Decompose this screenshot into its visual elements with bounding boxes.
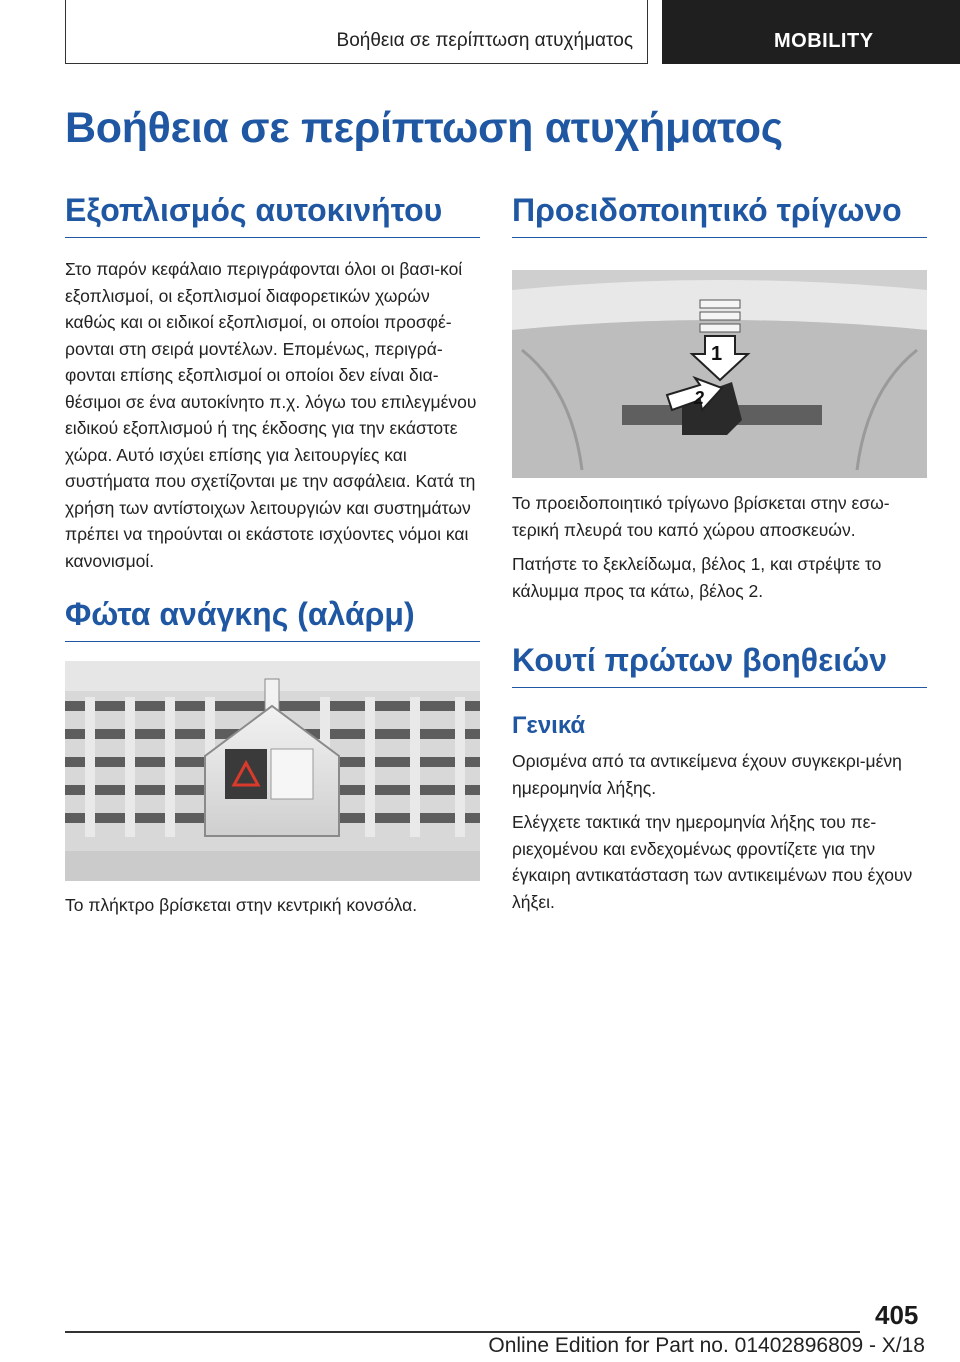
section-title: Κουτί πρώτων βοηθειών [512, 642, 927, 688]
chapter-label: Βοήθεια σε περίπτωση ατυχήματος [336, 30, 633, 51]
section-first-aid-kit [512, 642, 927, 915]
warning-triangle-photo [512, 270, 927, 478]
subsection-title: Γενικά [512, 712, 586, 739]
section-tab [662, 0, 960, 64]
callout-2: 2 [694, 388, 705, 408]
section-hazard-lights [65, 596, 480, 642]
section-vehicle-equipment [65, 192, 480, 574]
page-number: 405 [875, 1300, 919, 1330]
body-text: Το προειδοποιητικό τρίγωνο βρίσκεται στην εσω-τερική πλευρά του καπό χώρου αποσκευών. [512, 493, 890, 540]
section-title: Προειδοποιητικό τρίγωνο [512, 192, 927, 238]
section-warning-triangle [512, 192, 927, 238]
body-text: Στο παρόν κεφάλαιο περιγράφονται όλοι οι βασι-κοί εξοπλισμοί, οι εξοπλισμοί διαφορετικών χωρών καθώς και οι ειδικοί εξοπλισμοί, οι οποίοι προσφέ-ρονται στη σειρά μοντέλων. Επομένως, περιγρά-φονται επίσης εξοπλισμοί οι οποίοι δεν είναι δια-θέσιμοι σε ένα αυτοκίνητο π.χ. λόγω του επιλεγμένου ειδικού εξοπλισμού ή της έκδοσης για την εκάστοτε χώρα. Αυτό ισχύει επίσης για λειτουργίες και συστήματα που σχετίζονται με την ασφάλεια. Κατά τη χρήση των αντίστοιχων λειτουργιών και συστημάτων πρέπει να τηρούνται οι εκάστοτε ισχύοντες νόμοι και κανονισμοί. [65, 259, 477, 571]
running-header [65, 0, 648, 64]
footer-rule [65, 1331, 860, 1333]
hazard-button-photo [65, 661, 480, 881]
warning-triangle-text [512, 490, 927, 604]
section-title: Φώτα ανάγκης (αλάρμ) [65, 596, 480, 642]
section-title: Εξοπλισμός αυτοκινήτου [65, 192, 480, 238]
page-title: Βοήθεια σε περίπτωση ατυχήματος [65, 104, 783, 152]
section-label: MOBILITY [774, 30, 874, 52]
callout-1: 1 [711, 343, 723, 365]
body-text: Ορισμένα από τα αντικείμενα έχουν συγκεκρι-μένη ημερομηνία λήξης. [512, 751, 902, 798]
body-text: Ελέγχετε τακτικά την ημερομηνία λήξης του πε-ριεχομένου και ενδεχομένως φροντίζετε για την έγκαιρη αντικατάσταση των αντικειμένων που έχουν λήξει. [512, 812, 913, 912]
image-caption: Το πλήκτρο βρίσκεται στην κεντρική κονσόλα. [65, 895, 418, 915]
edition-note: Online Edition for Part no. 01402896809 - X/18 [488, 1334, 925, 1357]
body-text: Πατήστε το ξεκλείδωμα, βέλος 1, και στρέψτε το κάλυμμα προς τα κάτω, βέλος 2. [512, 554, 882, 601]
